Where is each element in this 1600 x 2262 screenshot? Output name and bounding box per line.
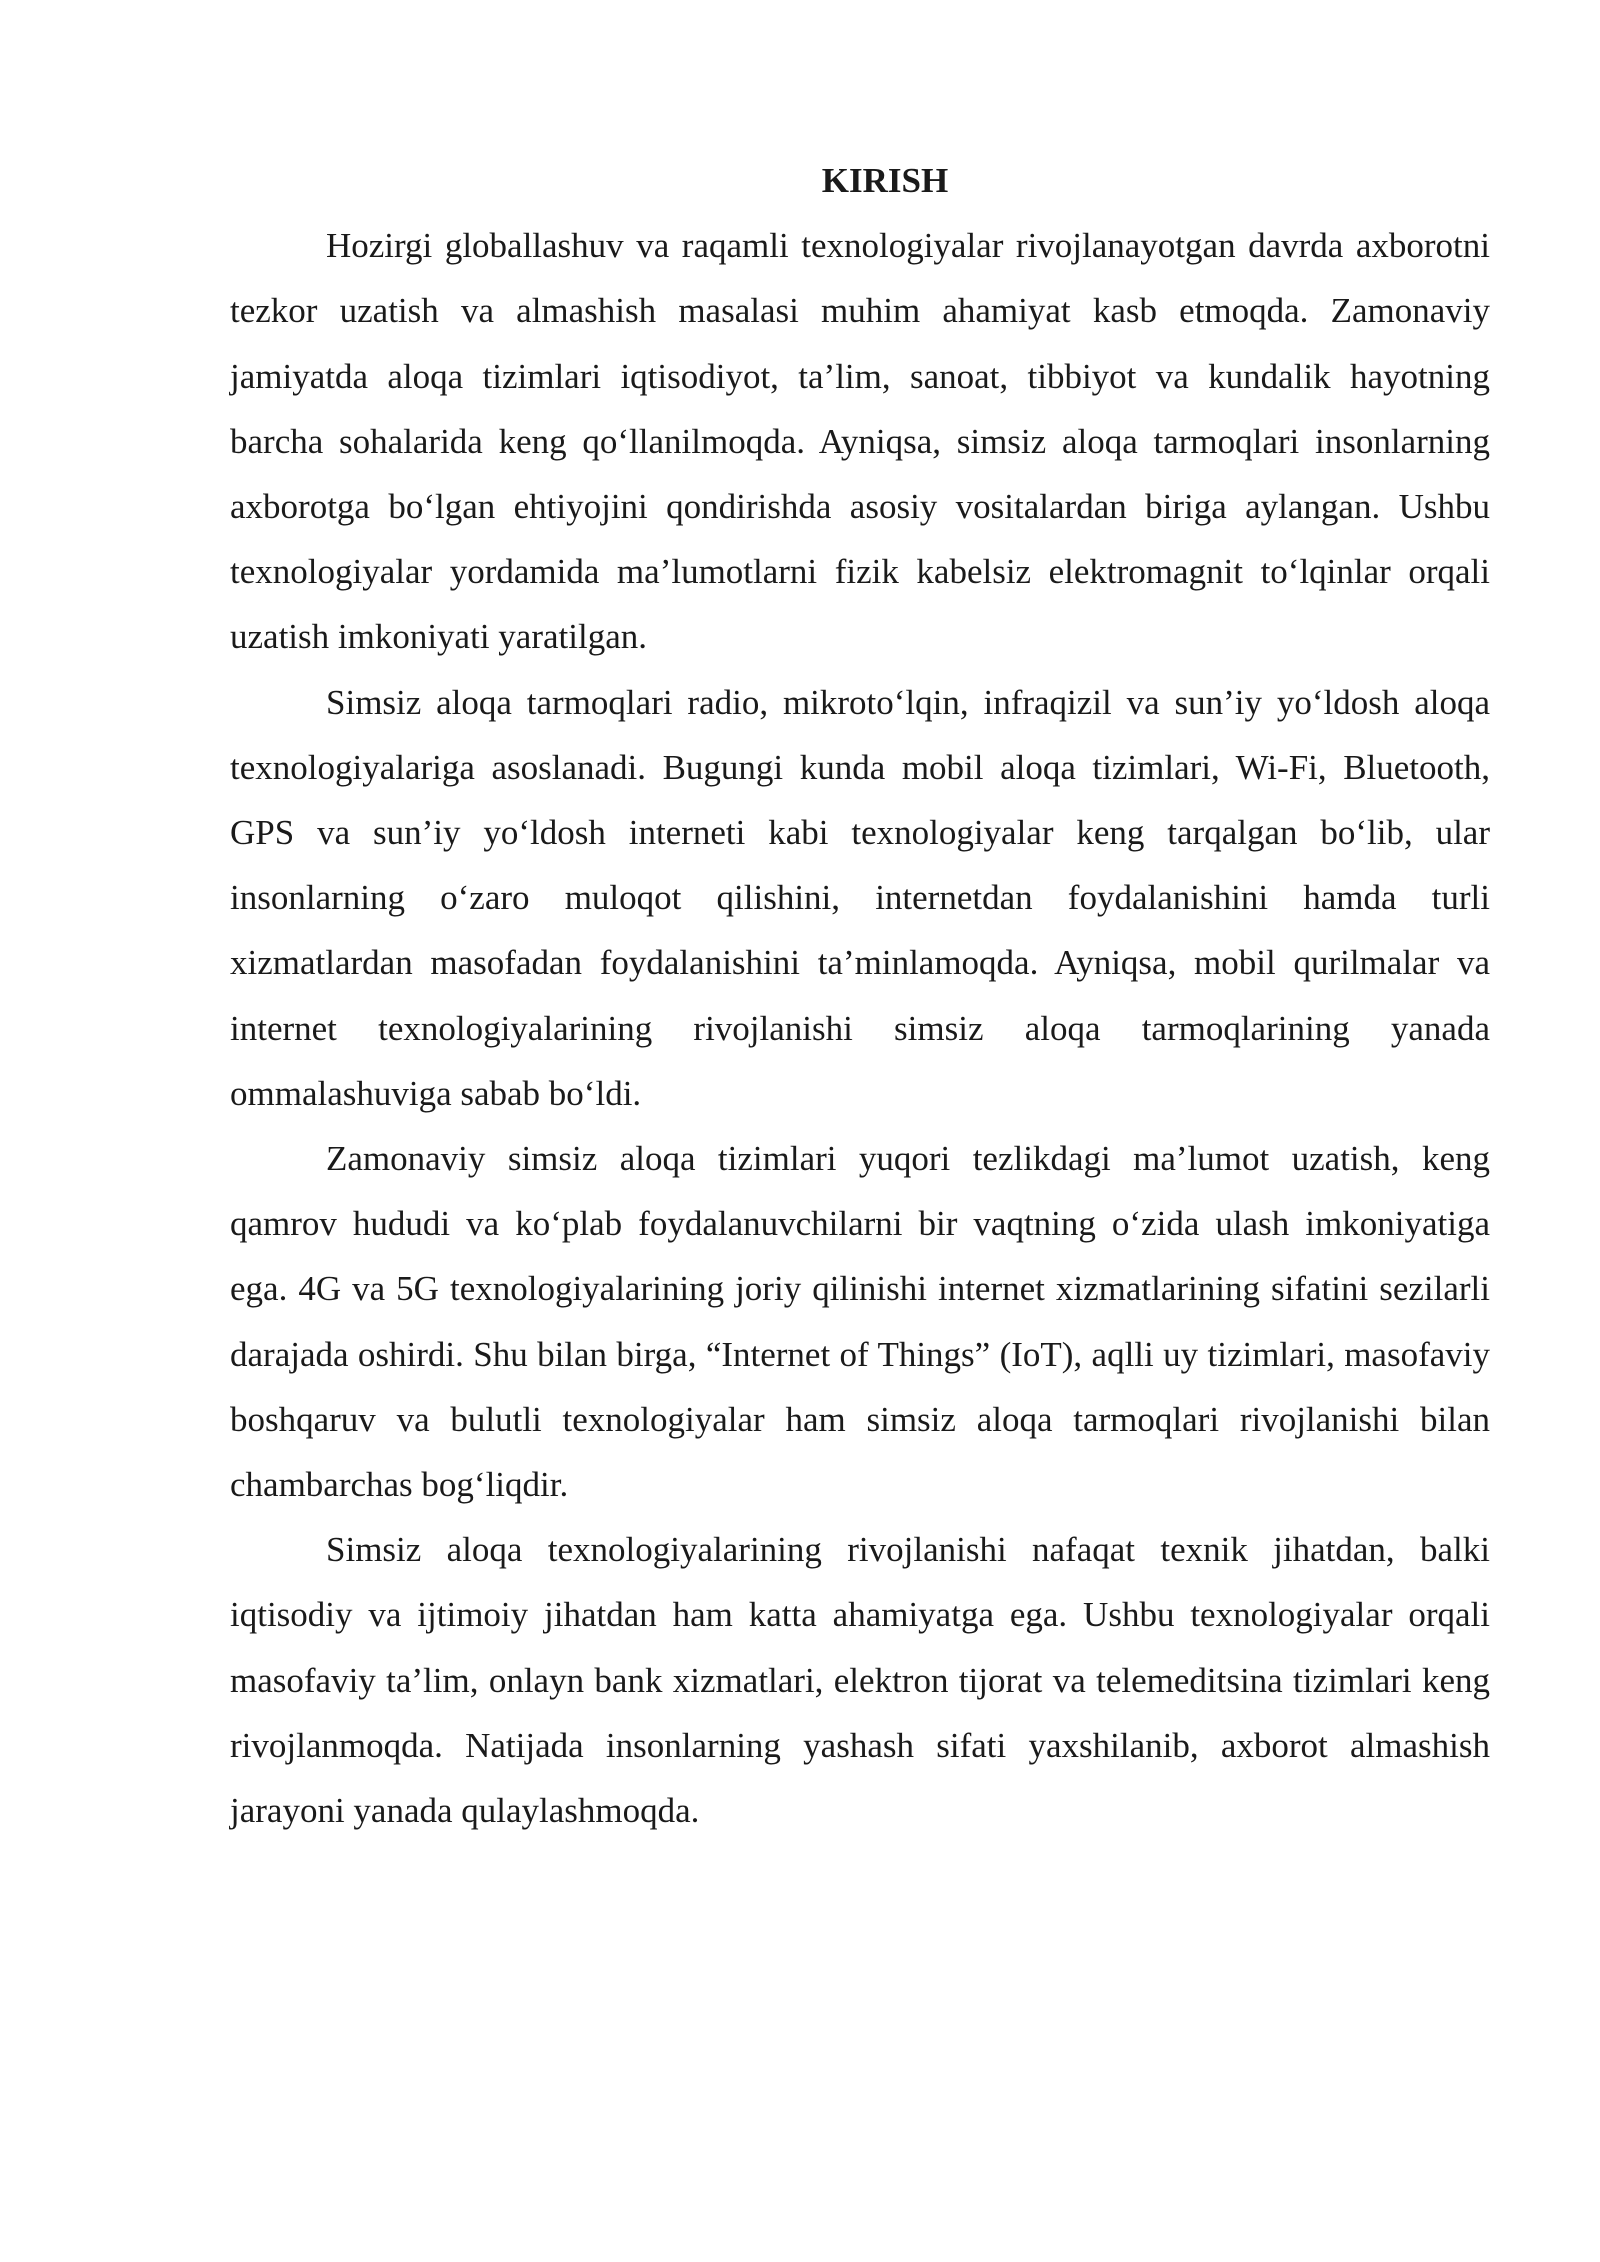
document-body: [230, 148, 1490, 1843]
paragraph-3: Zamonaviy simsiz aloqa tizimlari yuqori tezlikdagi ma’lumot uzatish, keng qamrov hududi va ko‘plab foydalanuvchilarni bir vaqtning o‘zida ulash imkoniyatiga ega. 4G va 5G texnologiyalarining joriy qilinishi internet xizmatlarining sifatini sezilarli darajada oshirdi. Shu bilan birga, “Internet of Things” (IoT), aqlli uy tizimlari, masofaviy boshqaruv va bulutli texnologiyalar ham simsiz aloqa tarmoqlari rivojlanishi bilan chambarchas bog‘liqdir.: [230, 1139, 1490, 1505]
paragraph-1: Hozirgi globallashuv va raqamli texnologiyalar rivojlanayotgan davrda axborotni tezkor uzatish va almashish masalasi muhim ahamiyat kasb etmoqda. Zamonaviy jamiyatda aloqa tizimlari iqtisodiyot, ta’lim, sanoat, tibbiyot va kundalik hayotning barcha sohalarida keng qo‘llanilmoqda. Ayniqsa, simsiz aloqa tarmoqlari insonlarning axborotga bo‘lgan ehtiyojini qondirishda asosiy vositalardan biriga aylangan. Ushbu texnologiyalar yordamida ma’lumotlarni fizik kabelsiz elektromagnit to‘lqinlar orqali uzatish imkoniyati yaratilgan.: [230, 226, 1490, 657]
section-title: KIRISH: [821, 161, 949, 200]
paragraph-2: Simsiz aloqa tarmoqlari radio, mikroto‘lqin, infraqizil va sun’iy yo‘ldosh aloqa texnologiyalariga asoslanadi. Bugungi kunda mobil aloqa tizimlari, Wi-Fi, Bluetooth, GPS va sun’iy yo‘ldosh interneti kabi texnologiyalar keng tarqalgan bo‘lib, ular insonlarning o‘zaro muloqot qilishini, internetdan foydalanishini hamda turli xizmatlardan masofadan foydalanishini ta’minlamoqda. Ayniqsa, mobil qurilmalar va internet texnologiyalarining rivojlanishi simsiz aloqa tarmoqlarining yanada ommalashuviga sabab bo‘ldi.: [230, 682, 1490, 1113]
paragraph-4: Simsiz aloqa texnologiyalarining rivojlanishi nafaqat texnik jihatdan, balki iqtisodiy va ijtimoiy jihatdan ham katta ahamiyatga ega. Ushbu texnologiyalar orqali masofaviy ta’lim, onlayn bank xizmatlari, elektron tijorat va telemeditsina tizimlari keng rivojlanmoqda. Natijada insonlarning yashash sifati yaxshilanib, axborot almashish jarayoni yanada qulaylashmoqda.: [230, 1530, 1490, 1831]
